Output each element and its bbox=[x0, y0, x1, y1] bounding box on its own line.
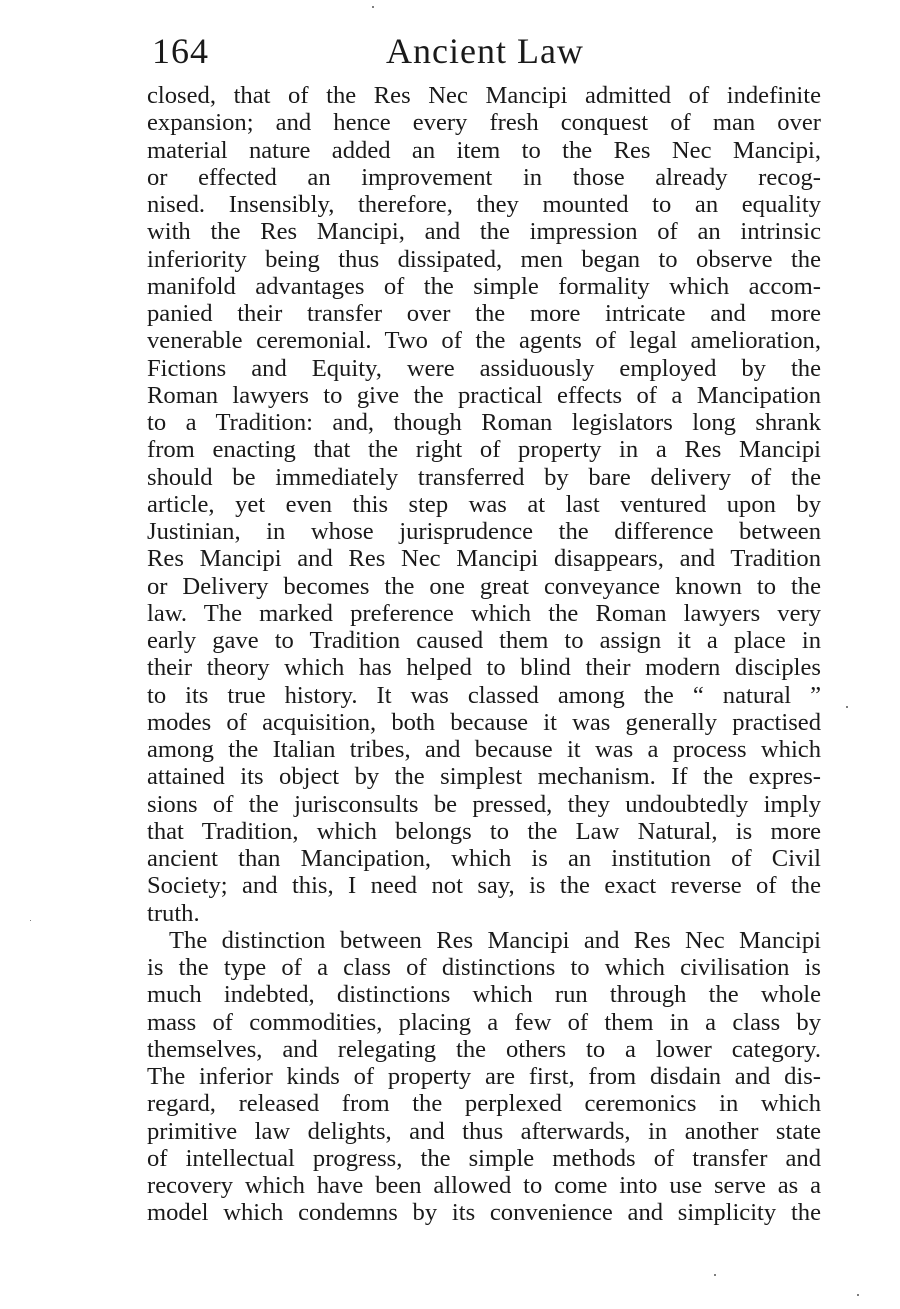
text-line: expansion; and hence every fresh conquest of man over bbox=[147, 109, 821, 137]
paragraph-last-line: truth. bbox=[147, 899, 200, 927]
text-line: The inferior kinds of property are first, from disdain and dis- bbox=[147, 1063, 821, 1090]
text-line: early gave to Tradition caused them to assign it a place in bbox=[147, 627, 821, 654]
text-line: should be immediately transferred by bare delivery of the bbox=[147, 463, 821, 491]
text-line: mass of commodities, placing a few of them in a class by bbox=[147, 1008, 821, 1036]
page-header bbox=[148, 22, 820, 72]
text-line: Roman lawyers to give the practical effects of a Mancipation bbox=[147, 381, 821, 409]
text-line: among the Italian tribes, and because it was a process which bbox=[147, 736, 821, 763]
text-line: model which condemns by its convenience and simplicity the bbox=[147, 1199, 821, 1227]
text-line: ancient than Mancipation, which is an institution of Civil bbox=[147, 845, 821, 872]
text-line: or Delivery becomes the one great conveyance known to the bbox=[147, 572, 821, 600]
text-line: Society; and this, I need not say, is the exact reverse of the bbox=[147, 872, 821, 900]
text-line: of intellectual progress, the simple methods of transfer and bbox=[147, 1144, 821, 1172]
text-line: primitive law delights, and thus afterwards, in another state bbox=[147, 1117, 821, 1145]
text-line: Fictions and Equity, were assiduously employed by the bbox=[147, 354, 821, 382]
text-line: or effected an improvement in those already recog- bbox=[147, 163, 821, 191]
text-line: Justinian, in whose jurisprudence the difference between bbox=[147, 518, 821, 545]
text-line: inferiority being thus dissipated, men began to observe the bbox=[147, 245, 821, 273]
paragraph-first-line: The distinction between Res Mancipi and Res Nec Mancipi bbox=[169, 926, 821, 954]
scan-speck bbox=[372, 6, 374, 8]
text-line: attained its object by the simplest mechanism. If the expres- bbox=[147, 763, 821, 791]
text-line: venerable ceremonial. Two of the agents of legal amelioration, bbox=[147, 327, 821, 355]
text-line: from enacting that the right of property in a Res Mancipi bbox=[147, 436, 821, 464]
text-line: to a Tradition: and, though Roman legislators long shrank bbox=[147, 409, 821, 436]
text-line: nised. Insensibly, therefore, they mounted to an equality bbox=[147, 191, 821, 218]
scan-speck bbox=[30, 920, 31, 921]
scan-speck bbox=[846, 706, 848, 708]
running-title: Ancient Law bbox=[386, 31, 584, 71]
text-line: themselves, and relegating the others to a lower category. bbox=[147, 1035, 821, 1063]
text-line: Res Mancipi and Res Nec Mancipi disappears, and Tradition bbox=[147, 545, 821, 573]
text-line: modes of acquisition, both because it was generally practised bbox=[147, 708, 821, 736]
text-line: closed, that of the Res Nec Mancipi admitted of indefinite bbox=[147, 82, 821, 109]
text-line: material nature added an item to the Res Nec Mancipi, bbox=[147, 136, 821, 164]
text-line: law. The marked preference which the Roman lawyers very bbox=[147, 599, 821, 627]
text-line: that Tradition, which belongs to the Law Natural, is more bbox=[147, 817, 821, 845]
text-line: sions of the jurisconsults be pressed, they undoubtedly imply bbox=[147, 790, 821, 818]
text-line: their theory which has helped to blind their modern disciples bbox=[147, 654, 821, 682]
text-line: is the type of a class of distinctions to which civilisation is bbox=[147, 954, 821, 981]
scan-speck bbox=[714, 1274, 716, 1276]
text-line: regard, released from the perplexed ceremonics in which bbox=[147, 1090, 821, 1118]
text-line: recovery which have been allowed to come into use serve as a bbox=[147, 1172, 821, 1199]
scan-speck bbox=[857, 1294, 859, 1296]
text-line: to its true history. It was classed among the “ natural ” bbox=[147, 681, 821, 709]
text-line: article, yet even this step was at last ventured upon by bbox=[147, 490, 821, 518]
text-line: with the Res Mancipi, and the impression of an intrinsic bbox=[147, 218, 821, 246]
body-text bbox=[147, 82, 821, 1227]
text-line: panied their transfer over the more intricate and more bbox=[147, 300, 821, 327]
page-number: 164 bbox=[152, 31, 209, 71]
text-line: much indebted, distinctions which run through the whole bbox=[147, 981, 821, 1009]
text-line: manifold advantages of the simple formality which accom- bbox=[147, 272, 821, 300]
